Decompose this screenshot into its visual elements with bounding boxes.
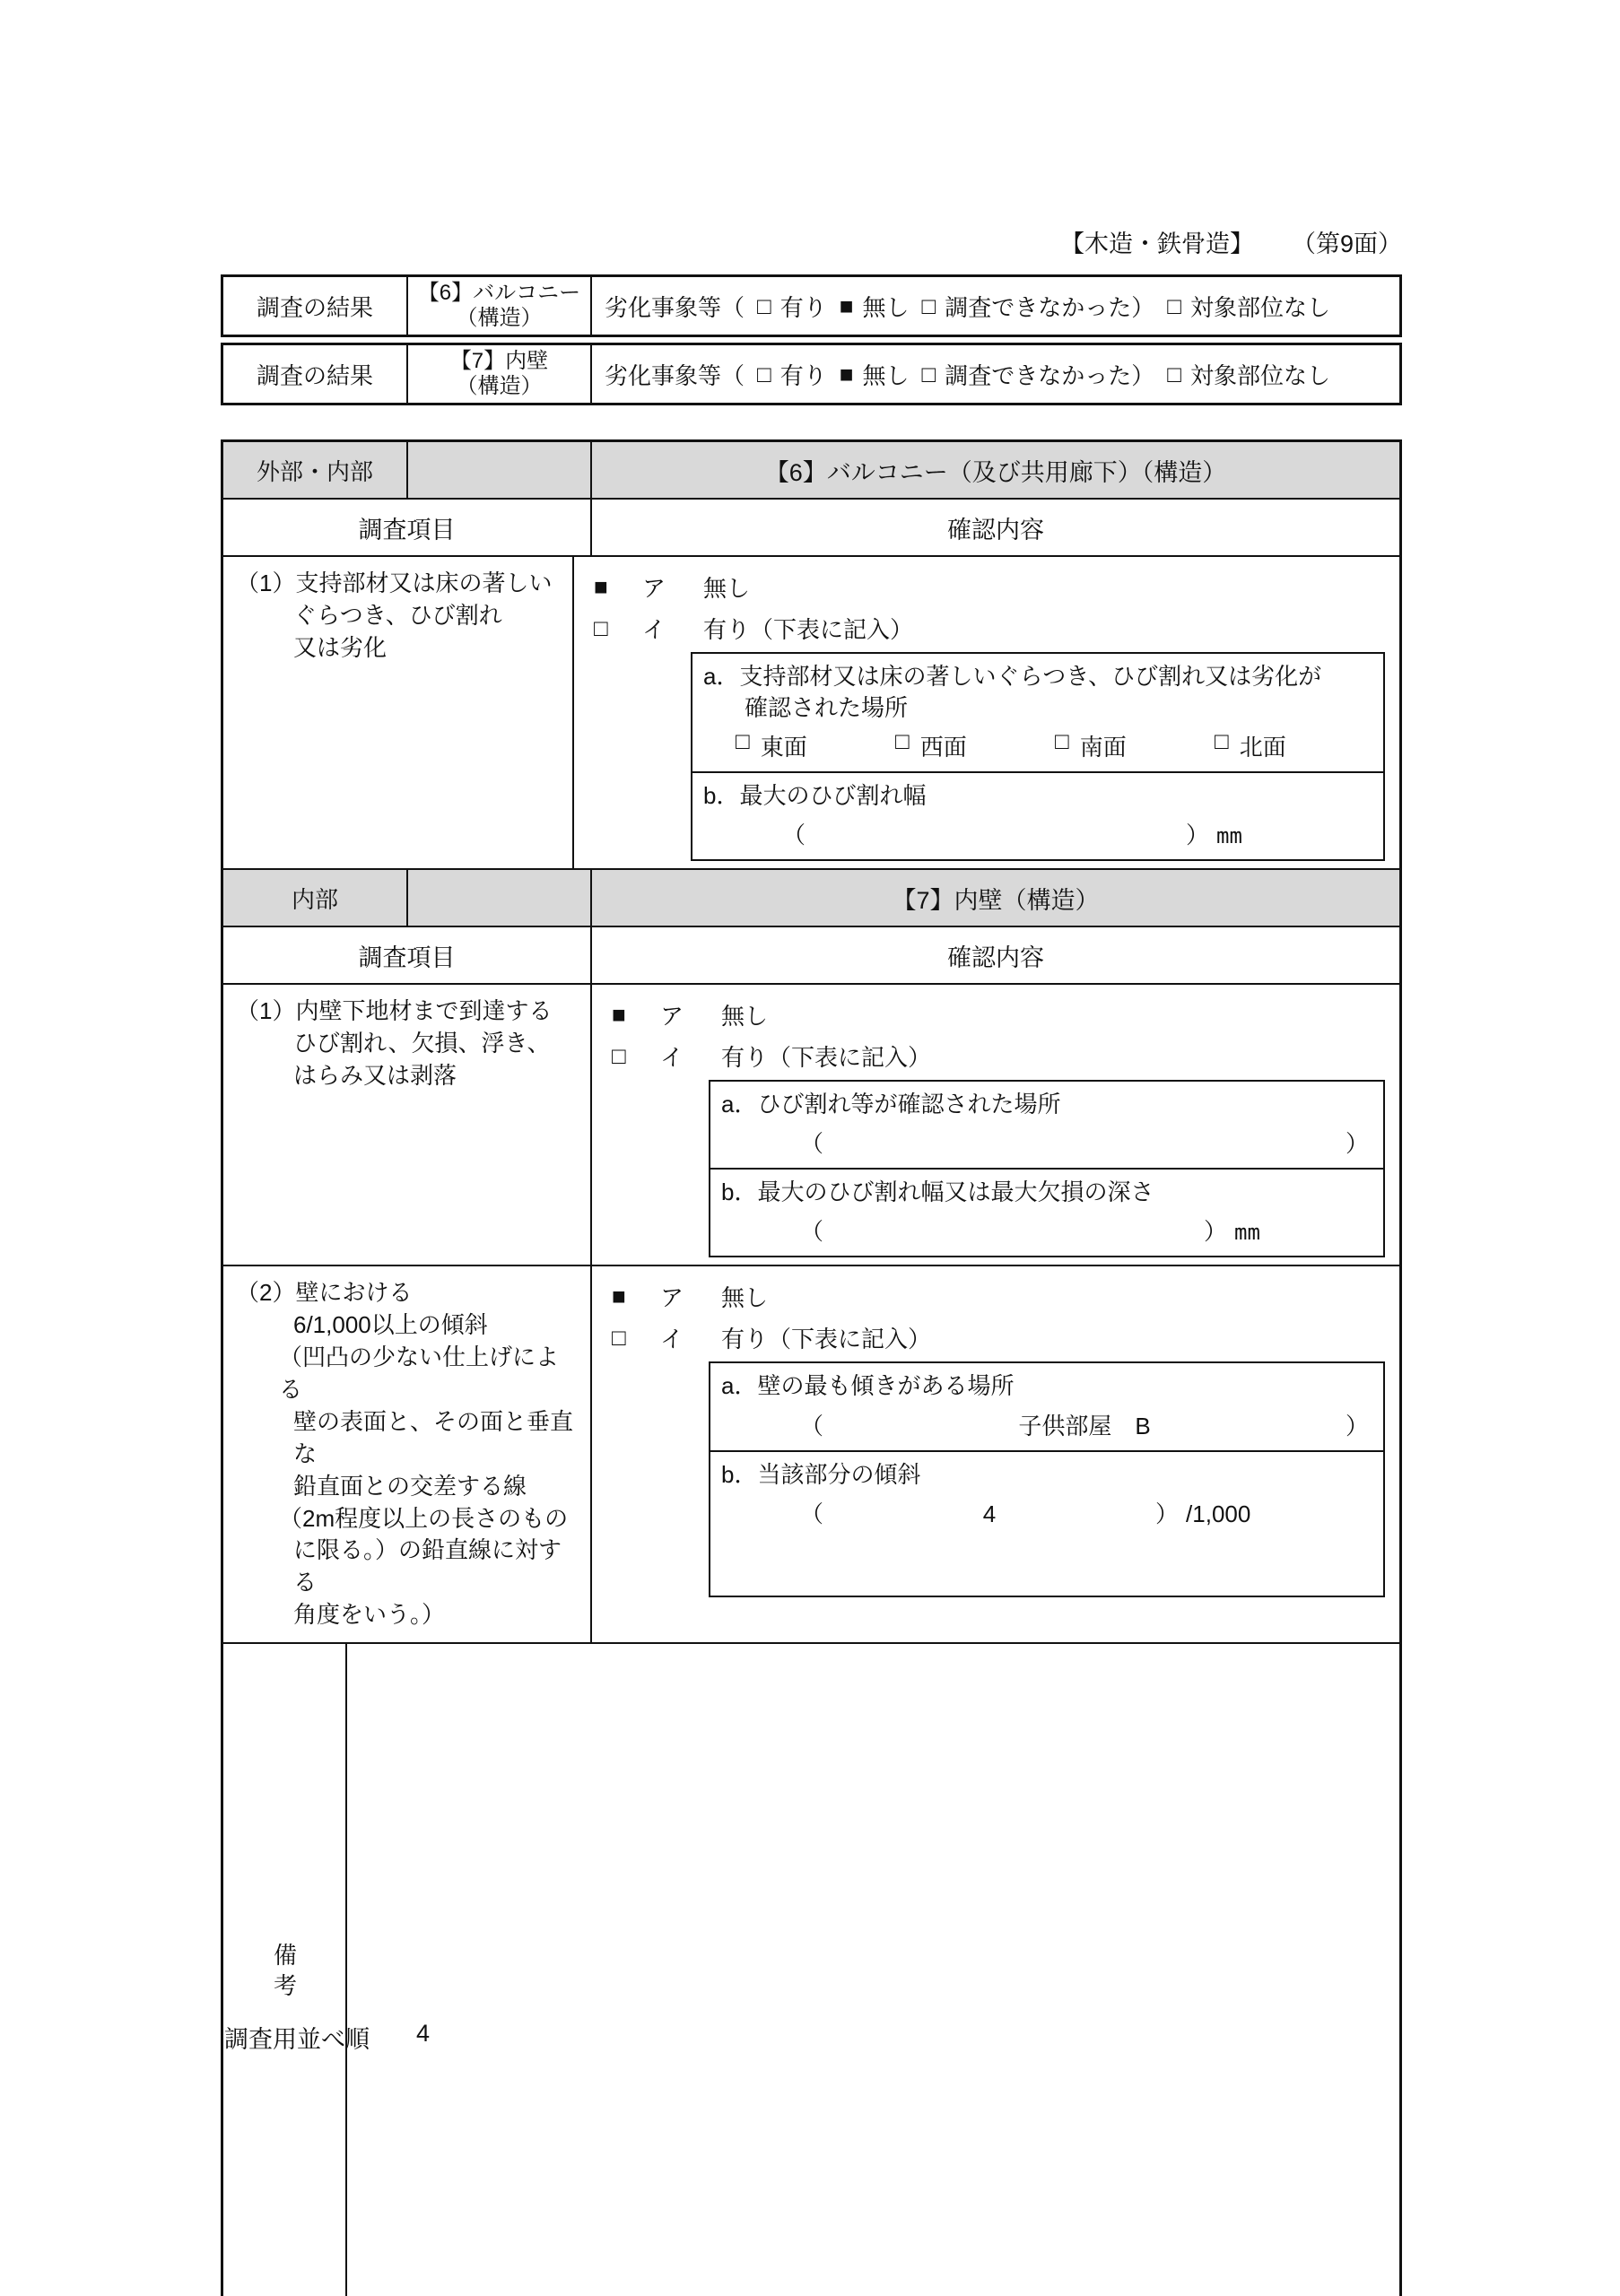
checkbox-east-face[interactable]: □: [736, 727, 750, 755]
checkbox-s7r1-ari[interactable]: □: [612, 1042, 626, 1070]
scope-label: 外部・内部: [223, 442, 408, 498]
remarks-label: 備考: [270, 1943, 298, 2005]
footer-label: 調査用並べ順: [224, 2026, 370, 2053]
checkbox-west-face[interactable]: □: [895, 727, 910, 755]
part-label-inner-wall: 【7】内壁 （構造）: [408, 345, 592, 403]
section7-title: 【7】内壁（構造）: [892, 886, 1100, 914]
result-label: 調査の結果: [223, 345, 408, 403]
checkbox-balcony-no-part[interactable]: □: [1167, 292, 1181, 319]
section6-band: [223, 442, 1399, 500]
direction-checkboxes: □ 東面 □ 西面 □ 南面 □ 北面: [736, 727, 1286, 761]
col-content-header: 確認内容: [947, 944, 1044, 971]
incline-location-value[interactable]: 子供部屋 B: [1018, 1412, 1151, 1439]
checkbox-s7r1-nashi[interactable]: ■: [612, 1001, 626, 1029]
checkbox-wall-nashi[interactable]: ■: [839, 361, 854, 387]
confirmation-content: [592, 1266, 1399, 1642]
col-item-header: 調査項目: [223, 500, 592, 555]
checkbox-balcony-nashi[interactable]: ■: [839, 292, 854, 319]
section7-column-headers: [223, 927, 1399, 985]
checkbox-balcony-ari[interactable]: □: [757, 292, 771, 319]
sub-row-incline-location: a．壁の最も傾きがある場所 （ 子供部屋 B ）: [710, 1363, 1383, 1451]
checkbox-s6r1-nashi[interactable]: ■: [594, 573, 608, 600]
remarks-row: [223, 1644, 1399, 2296]
col-content-header: 確認内容: [947, 516, 1044, 544]
remarks-label-cell: [223, 1644, 347, 2296]
wall-incline-subtable: [709, 1361, 1385, 1596]
deterioration-result-line: 劣化事象等（ □ 有り ■ 無し □ 調査できなかった） □ 対象部位なし: [605, 292, 1330, 321]
section7-row2: [223, 1266, 1399, 1644]
band-spacer-cell: [408, 870, 592, 926]
checkbox-south-face[interactable]: □: [1055, 727, 1069, 755]
option-b-ari: □ イ 有り（下表に記入）: [612, 1042, 932, 1071]
sub-row-crack-location: a．ひび割れ等が確認された場所 （ ）: [710, 1082, 1383, 1170]
page-footer: [224, 2020, 430, 2055]
summary-row-balcony: [221, 274, 1402, 337]
scope-label: 内部: [223, 870, 408, 926]
confirmation-content: [592, 985, 1399, 1265]
deterioration-result-line: 劣化事象等（ □ 有り ■ 無し □ 調査できなかった） □ 対象部位なし: [605, 361, 1330, 389]
checkbox-s6r1-ari[interactable]: □: [594, 614, 608, 641]
section7-band: [223, 870, 1399, 927]
section6-row1: [223, 557, 1399, 870]
result-label: 調査の結果: [223, 277, 408, 335]
option-b-ari: □ イ 有り（下表に記入）: [612, 1324, 932, 1352]
checkbox-s7r2-nashi[interactable]: ■: [612, 1283, 626, 1310]
summary-row-inner-wall: [221, 343, 1402, 405]
item-description: （1）内壁下地材まで到達する ひび割れ、欠損、浮き、 はらみ又は剥落: [223, 985, 592, 1265]
sub-row-max-crack-or-defect: b．最大のひび割れ幅又は最大欠損の深さ （ ） mm: [721, 1178, 1260, 1246]
remarks-content-area[interactable]: [347, 1644, 1399, 2296]
section7-row1: [223, 985, 1399, 1266]
balcony-subtable: [691, 652, 1385, 861]
option-b-ari: □ イ 有り（下表に記入）: [594, 614, 914, 643]
checkbox-balcony-unable[interactable]: □: [921, 292, 936, 319]
part-label-balcony: 【6】バルコニー （構造）: [408, 277, 592, 335]
item-description: （2）壁における 6/1,000以上の傾斜 （凹凸の少ない仕上げによる 壁の表面と、その面と垂直な 鉛直面との交差する線 （2m程度以上の長さのもの に限る。）の鉛直線に対する 角度をいう。）: [223, 1266, 592, 1642]
checkbox-wall-no-part[interactable]: □: [1167, 361, 1181, 387]
page-number-tag: （第9面）: [1291, 230, 1402, 257]
option-a-nashi: ■ ア 無し: [594, 573, 751, 602]
col-item-header: 調査項目: [223, 927, 592, 983]
checkbox-s7r2-ari[interactable]: □: [612, 1324, 626, 1352]
option-a-nashi: ■ ア 無し: [612, 1283, 769, 1311]
footer-value: 4: [416, 2020, 431, 2047]
band-spacer-cell: [408, 442, 592, 498]
page-header: [1060, 224, 1402, 259]
section6-column-headers: [223, 500, 1399, 557]
incline-amount-value[interactable]: 4: [982, 1500, 997, 1527]
structure-type-tag: 【木造・鉄骨造】: [1059, 230, 1254, 257]
sub-row-max-crack-width: b．最大のひび割れ幅 （ ） mm: [703, 782, 1242, 849]
confirmation-content: [574, 557, 1399, 868]
detail-table: [221, 439, 1402, 2296]
checkbox-wall-unable[interactable]: □: [921, 361, 936, 387]
sub-row-location: a．支持部材又は床の著しいぐらつき、ひび割れ又は劣化が 確認された場所 □ 東面 □ 西面 □ 南面 □ 北面: [692, 654, 1383, 773]
option-a-nashi: ■ ア 無し: [612, 1001, 769, 1030]
inner-wall-subtable: [709, 1080, 1385, 1257]
sub-row-incline-amount: b．当該部分の傾斜 （ 4 ） /1,000: [721, 1460, 1251, 1527]
section6-title: 【6】バルコニー（及び共用廊下）（構造）: [764, 458, 1227, 486]
checkbox-north-face[interactable]: □: [1215, 727, 1229, 755]
checkbox-wall-ari[interactable]: □: [757, 361, 771, 387]
item-description: （1）支持部材又は床の著しい ぐらつき、ひび割れ 又は劣化: [223, 557, 574, 868]
